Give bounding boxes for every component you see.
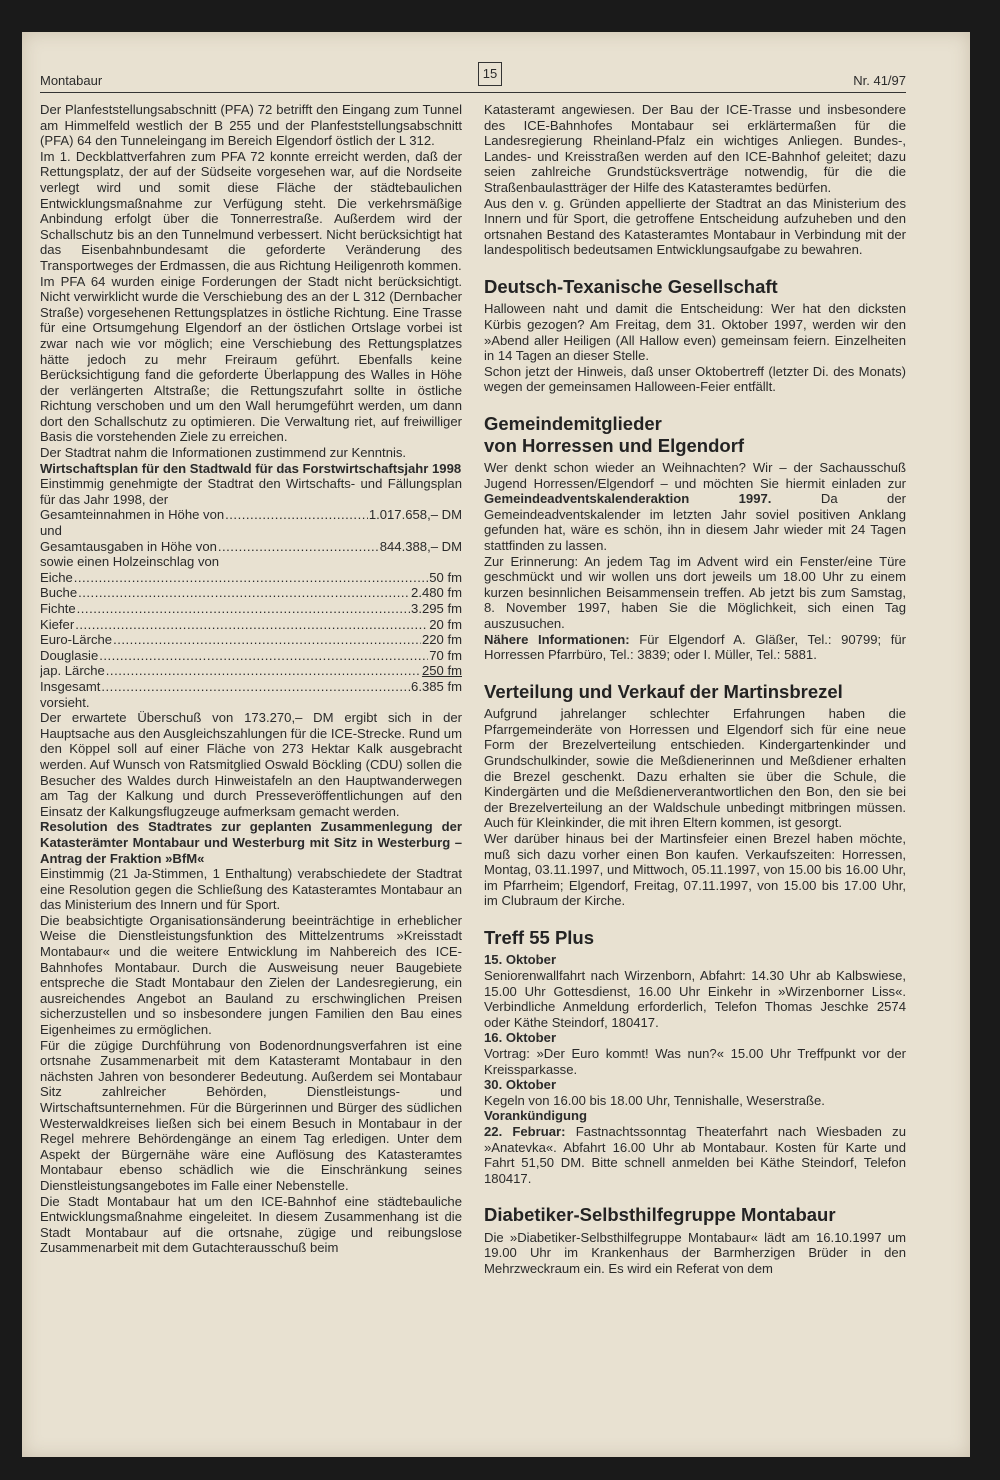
leader-dots bbox=[101, 679, 410, 695]
leader-dots bbox=[106, 663, 421, 679]
leader-dots bbox=[75, 617, 428, 633]
leader-dots bbox=[218, 539, 379, 555]
paragraph: Der erwartete Überschuß von 173.270,– DM ergibt sich in der Hauptsache aus den Ausgleichszahlungen für die ICE-Strecke. Rund um den Köppel soll auf einer Fläche von 273 Hektar Kalk ausgebracht werden. Auf Wunsch von Ratsmitglied Oswald Böckling (CDU) sollen die Besucher des Waldes durch Hinweistafeln an den Hauptwanderwegen am Tag der Kalkung und durch Presseveröffentlichungen auf den Einsatz der Kalkungsflugzeuge aufmerksam gemacht werden. bbox=[40, 710, 462, 819]
wood-row bbox=[40, 632, 462, 648]
heading-martinsbrezel: Verteilung und Verkauf der Martinsbrezel bbox=[484, 680, 843, 702]
wood-name: Buche bbox=[40, 585, 78, 601]
wood-value: 70 fm bbox=[429, 647, 462, 663]
paragraph: Aus den v. g. Gründen appellierte der Stadtrat an das Ministerium des Innern und für Sport, die getroffene Entscheidung aufzuheben und den ortsnahen Bestand des Katasteramtes Montabaur in Verbindung mit der landespolitisch bedeutsamen Entwicklungsaufgabe zu bewahren. bbox=[484, 195, 906, 258]
wood-row bbox=[40, 617, 462, 633]
wood-name: Kiefer bbox=[40, 616, 75, 632]
date-heading: 16. Oktober bbox=[484, 1030, 557, 1046]
paragraph: Kegeln von 16.00 bis 18.00 Uhr, Tennishalle, Weserstraße. bbox=[484, 1092, 825, 1108]
paragraph bbox=[484, 1124, 906, 1186]
paragraph: vorsieht. bbox=[40, 694, 90, 710]
income-value: 1.017.658,– DM bbox=[368, 507, 462, 523]
date-heading: 30. Oktober bbox=[484, 1077, 557, 1093]
wood-name: Fichte bbox=[40, 601, 76, 616]
heading-line: von Horressen und Elgendorf bbox=[484, 434, 745, 456]
expense-row bbox=[40, 539, 462, 555]
paragraph: Für die zügige Durchführung von Bodenordnungsverfahren ist eine ortsnahe Zusammenarbeit mit dem Katasteramt Montabaur in den nächsten Jahren von besonderer Bedeutung. Außerdem sei Montabaur Sitz zahlreicher Behörden, Dienstleistungs- und Wirtschaftsunternehmen. Für die Bürgerinnen und Bürger des südlichen Westerwaldkreises ließen sich bei einem Besuch in Montabaur in der Regel mehrere Behördengänge an einem Tag erledigen. Unter dem Aspekt der Bürgernähe wäre eine Auflösung des Katasteramtes Montabaur ebenso schädlich wie die Einschränkung seines Dienstleistungsangebotes im Falle einer Nebenstelle. bbox=[40, 1037, 462, 1193]
date-heading: Vorankündigung bbox=[484, 1108, 588, 1124]
newspaper-page bbox=[22, 32, 970, 1457]
issue-number: Nr. 41/97 bbox=[853, 73, 906, 88]
header-town: Montabaur bbox=[40, 73, 103, 88]
leader-dots bbox=[77, 601, 410, 617]
heading-treff-55-plus: Treff 55 Plus bbox=[484, 926, 595, 948]
leader-dots bbox=[113, 632, 421, 648]
paragraph bbox=[484, 460, 906, 554]
leader-dots bbox=[74, 570, 428, 586]
paragraph: Zur Erinnerung: An jedem Tag im Advent wird ein Fenster/eine Türe geschmückt und wir wollen uns dort jeweils um 18.00 Uhr zu einem kurzen besinnlichen Beisammensein treffen. Ab jetzt bis zum Samstag, 8. November 1997, haben Sie die Möglichkeit, sich einen Tag auszusuchen. bbox=[484, 553, 906, 631]
expense-label: Gesamtausgaben in Höhe von bbox=[40, 538, 217, 554]
paragraph: Einstimmig genehmigte der Stadtrat den Wirtschafts- und Fällungsplan für das Jahr 1998, der bbox=[40, 476, 462, 507]
paragraph: sowie einen Holzeinschlag von bbox=[40, 554, 220, 570]
wood-row bbox=[40, 663, 462, 679]
text-span: Da der Gemeindeadventskalender im letzten Jahr soviel positiven Anklang gefunden hat, wäre es schön, ihn in diesem Jahr wieder mit 24 Tagen stattfinden zu lassen. bbox=[484, 491, 906, 553]
wood-total-row bbox=[40, 679, 462, 695]
paragraph: Die beabsichtigte Organisationsänderung beeinträchtige in erheblicher Weise die Dienstleistungsfunktion des Mittelzentrums »Kreisstadt Montabaur« und die weitere Entwicklung im Nahbereich des ICE-Bahnhofes Montabaur. Durch die Ausweisung neuer Baugebiete entspreche die Stadt Montabaur den Zielen der Landesregierung, ein ausreichendes Angebot an Bauland zu erschwinglichen Preisen sicherzustellen und so insbesondere jungen Familien den Bau eines Eigenheimes zu ermöglichen. bbox=[40, 912, 462, 1038]
paragraph: Der Planfeststellungsabschnitt (PFA) 72 betrifft den Eingang zum Tunnel am Himmelfeld westlich der B 255 und der Planfeststellungsabschnitt (PFA) 64 den Tunneleingang im Bereich Elgendorf östlich der L 312. bbox=[40, 102, 462, 149]
wood-value: 3.295 fm bbox=[411, 601, 462, 616]
wood-row bbox=[40, 585, 462, 601]
paragraph: Seniorenwallfahrt nach Wirzenborn, Abfahrt: 14.30 Uhr ab Kalbswiese, 15.00 Uhr Gottesdienst, 16.00 Uhr Einkehr in »Wirzenborner Liss«. Verbindliche Anmeldung erforderlich, Telefon Thomas Jeschke 2574 oder Käthe Steindorf, 180417. bbox=[484, 968, 906, 1030]
paragraph bbox=[484, 632, 906, 663]
date-heading: 15. Oktober bbox=[484, 952, 557, 968]
paragraph: Katasteramt angewiesen. Der Bau der ICE-Trasse und insbesondere des ICE-Bahnhofes Montabaur sei erklärtermaßen für die Landesregierung Rheinland-Pfalz ein wichtiges Anliegen. Bundes-, Landes- und Kreisstraßen werden auf den ICE-Bahnhof geleitet; dazu seien zahlreiche Grundstücksverträge notwendig, für die die Straßenbaulastträger der Hilfe des Katasteramtes bedürfen. bbox=[484, 102, 906, 195]
wood-table bbox=[40, 570, 462, 695]
leader-dots bbox=[78, 585, 410, 601]
wood-value: 6.385 fm bbox=[411, 678, 462, 694]
paragraph: Einstimmig (21 Ja-Stimmen, 1 Enthaltung) verabschiedete der Stadtrat eine Resolution gegen die Schließung des Katasteramtes Montabaur an das Ministerium des Innern und für Sport. bbox=[40, 866, 462, 913]
left-column bbox=[40, 102, 462, 1422]
paragraph: Die »Diabetiker-Selbsthilfegruppe Montabaur« lädt am 16.10.1997 um 19.00 Uhr im Krankenhaus der Barmherzigen Brüder in den Mehrzweckraum ein. Es wird ein Referat von dem bbox=[484, 1229, 906, 1277]
wood-name: Euro-Lärche bbox=[40, 632, 113, 648]
subheading-wirtschaftsplan: Wirtschaftsplan für den Stadtwald für das Forstwirtschaftsjahr 1998 bbox=[40, 460, 462, 476]
income-label: Gesamteinnahmen in Höhe von bbox=[40, 507, 225, 523]
heading-deutsch-texanische: Deutsch-Texanische Gesellschaft bbox=[484, 275, 778, 297]
paragraph: und bbox=[40, 523, 62, 539]
paragraph: Aufgrund jahrelanger schlechter Erfahrungen haben die Pfarrgemeinderäte von Horressen und Elgendorf sich für eine neue Form der Brezelverteilung entschieden. Kindergartenkinder und Grundschulkinder, sowie die Meßdienerinnen und Meßdiener erhalten die Brezel geschenkt. Dazu erhalten sie über die Schule, die Kindergärten und die Meßdienerverantwortlichen den Bon, den sie bei der Brezelverteilung an der Waldschule unbedingt mitbringen müssen. Auch für Kleinkinder, die mit ihren Eltern kommen, ist gesorgt. bbox=[484, 706, 906, 831]
bold-text: Nähere Informationen: bbox=[484, 631, 630, 647]
expense-value: 844.388,– DM bbox=[379, 538, 462, 554]
wood-name: jap. Lärche bbox=[40, 663, 105, 679]
paragraph: Halloween naht und damit die Entscheidung: Wer hat den dicksten Kürbis gezogen? Am Freitag, dem 31. Oktober 1997, werden wir den »Abend aller Heiligen (All Hallow even) gemeinsam feiern. Einzelheiten in 14 Tagen an dieser Stelle. bbox=[484, 301, 906, 364]
page-header bbox=[40, 68, 906, 90]
page-number: 15 bbox=[478, 62, 502, 86]
heading-gemeindemitglieder bbox=[484, 413, 906, 456]
wood-name: Eiche bbox=[40, 569, 73, 585]
wood-name: Insgesamt bbox=[40, 678, 101, 694]
wood-value: 2.480 fm bbox=[411, 585, 462, 601]
paragraph: Wer darüber hinaus bei der Martinsfeier einen Brezel haben möchte, muß sich dazu vorher einen Bon kaufen. Verkaufszeiten: Horressen, Montag, 03.11.1997, und Mittwoch, 05.11.1997, von 15.00 bis 16.00 Uhr, im Pfarrheim; Elgendorf, Freitag, 07.11.1997, von 15.00 bis 17.00 Uhr, im Clubraum der Kirche. bbox=[484, 830, 906, 909]
text-span: Fastnachtssonntag Theaterfahrt nach Wiesbaden zu »Anatevka«. Abfahrt 16.00 Uhr ab Montabaur. Kosten für Karte und Fahrt 51,50 DM. Bitte schnell anmelden bei Käthe Steindorf, Telefon 180417. bbox=[484, 1123, 906, 1186]
paragraph: Im 1. Deckblattverfahren zum PFA 72 konnte erreicht werden, daß der Rettungsplatz, der auf der Südseite vorgesehen war, auf die Nordseite verlegt wird und somit diese Fläche der städtebaulichen Entwicklungsmaßnahme zur Verfügung steht. Die verkehrsmäßige Anbindung erfolgt über die Tonnerrestraße. Außerdem wird der Schallschutz bis an den Tunnelmund verbessert. Nicht berücksichtigt hat das Eisenbahnbundesamt die geforderte Veränderung des Transportweges der Erdmassen, die aus Richtung Heiligenroth kommen. bbox=[40, 148, 462, 273]
leader-dots bbox=[99, 648, 428, 664]
paragraph: Vortrag: »Der Euro kommt! Was nun?« 15.00 Uhr Treffpunkt vor der Kreissparkasse. bbox=[484, 1046, 906, 1077]
wood-row bbox=[40, 570, 462, 586]
paragraph: Die Stadt Montabaur hat um den ICE-Bahnhof eine städtebauliche Entwicklungsmaßnahme eingeleitet. In diesem Zusammenhang ist die Stadt Montabaur auf die ortsnahe, zügige und reibungslose Zusammenarbeit mit dem Gutachterausschuß beim bbox=[40, 1193, 462, 1256]
subheading-resolution: Resolution des Stadtrates zur geplanten Zusammenlegung der Katasterämter Montabaur und Westerburg mit Sitz in Westerburg – Antrag der Fraktion »BfM« bbox=[40, 819, 462, 866]
paragraph: Im PFA 64 wurden einige Forderungen der Stadt nicht berücksichtigt. Nicht verwirklicht wurde die Verschiebung des an der L 312 (Dernbacher Straße) vorgesehenen Rettungsplatzes in östliche Richtung. Eine Trasse für eine Ortsumgehung Elgendorf an der östlichen Ortslage vorbei ist zwar nach wie vor möglich; eine Verschiebung des Rettungsplatzes hätte jedoch zu mehr Freiraum geführt. Ebenfalls keine Berücksichtigung fand die geforderte Überlappung des Walles in Höhe der verlängerten Altstraße; die Rettungszufahrt sollte in östliche Richtung verschoben und um den Wall herumgeführt werden, um dann dort den Schallschutz zu optimieren. Die Verwaltung riet, auf freiwilliger Basis die vorstehenden Ziele zu erreichen. bbox=[40, 273, 462, 445]
leader-dots bbox=[225, 507, 368, 523]
header-rule bbox=[40, 92, 906, 93]
wood-value: 50 fm bbox=[429, 569, 462, 585]
wood-name: Douglasie bbox=[40, 647, 99, 663]
income-row bbox=[40, 507, 462, 523]
bold-text: 22. Februar: bbox=[484, 1123, 566, 1139]
wood-value: 250 fm bbox=[421, 663, 462, 679]
heading-diabetiker: Diabetiker-Selbsthilfegruppe Montabaur bbox=[484, 1204, 836, 1226]
heading-line: Gemeindemitglieder bbox=[484, 413, 662, 434]
text-span: Wer denkt schon wieder an Weihnachten? Wir – der Sachausschuß Jugend Horressen/Elgendorf – und möchten Sie hiermit einladen zur bbox=[484, 460, 906, 491]
wood-value: 20 fm bbox=[429, 616, 462, 632]
paragraph: Schon jetzt der Hinweis, daß unser Oktobertreff (letzter Di. des Monats) wegen der gemeinsamen Halloween-Feier entfällt. bbox=[484, 363, 906, 395]
bold-text: Gemeindeadventskalenderaktion 1997. bbox=[484, 491, 772, 507]
paragraph: Der Stadtrat nahm die Informationen zustimmend zur Kenntnis. bbox=[40, 445, 407, 461]
right-column bbox=[484, 102, 906, 1422]
wood-row bbox=[40, 648, 462, 664]
wood-value: 220 fm bbox=[421, 632, 462, 648]
wood-row bbox=[40, 601, 462, 617]
text-span: Für Elgendorf A. Gläßer, Tel.: 90799; für Horressen Pfarrbüro, Tel.: 3839; oder I. Müller, Tel.: 5881. bbox=[484, 631, 906, 663]
